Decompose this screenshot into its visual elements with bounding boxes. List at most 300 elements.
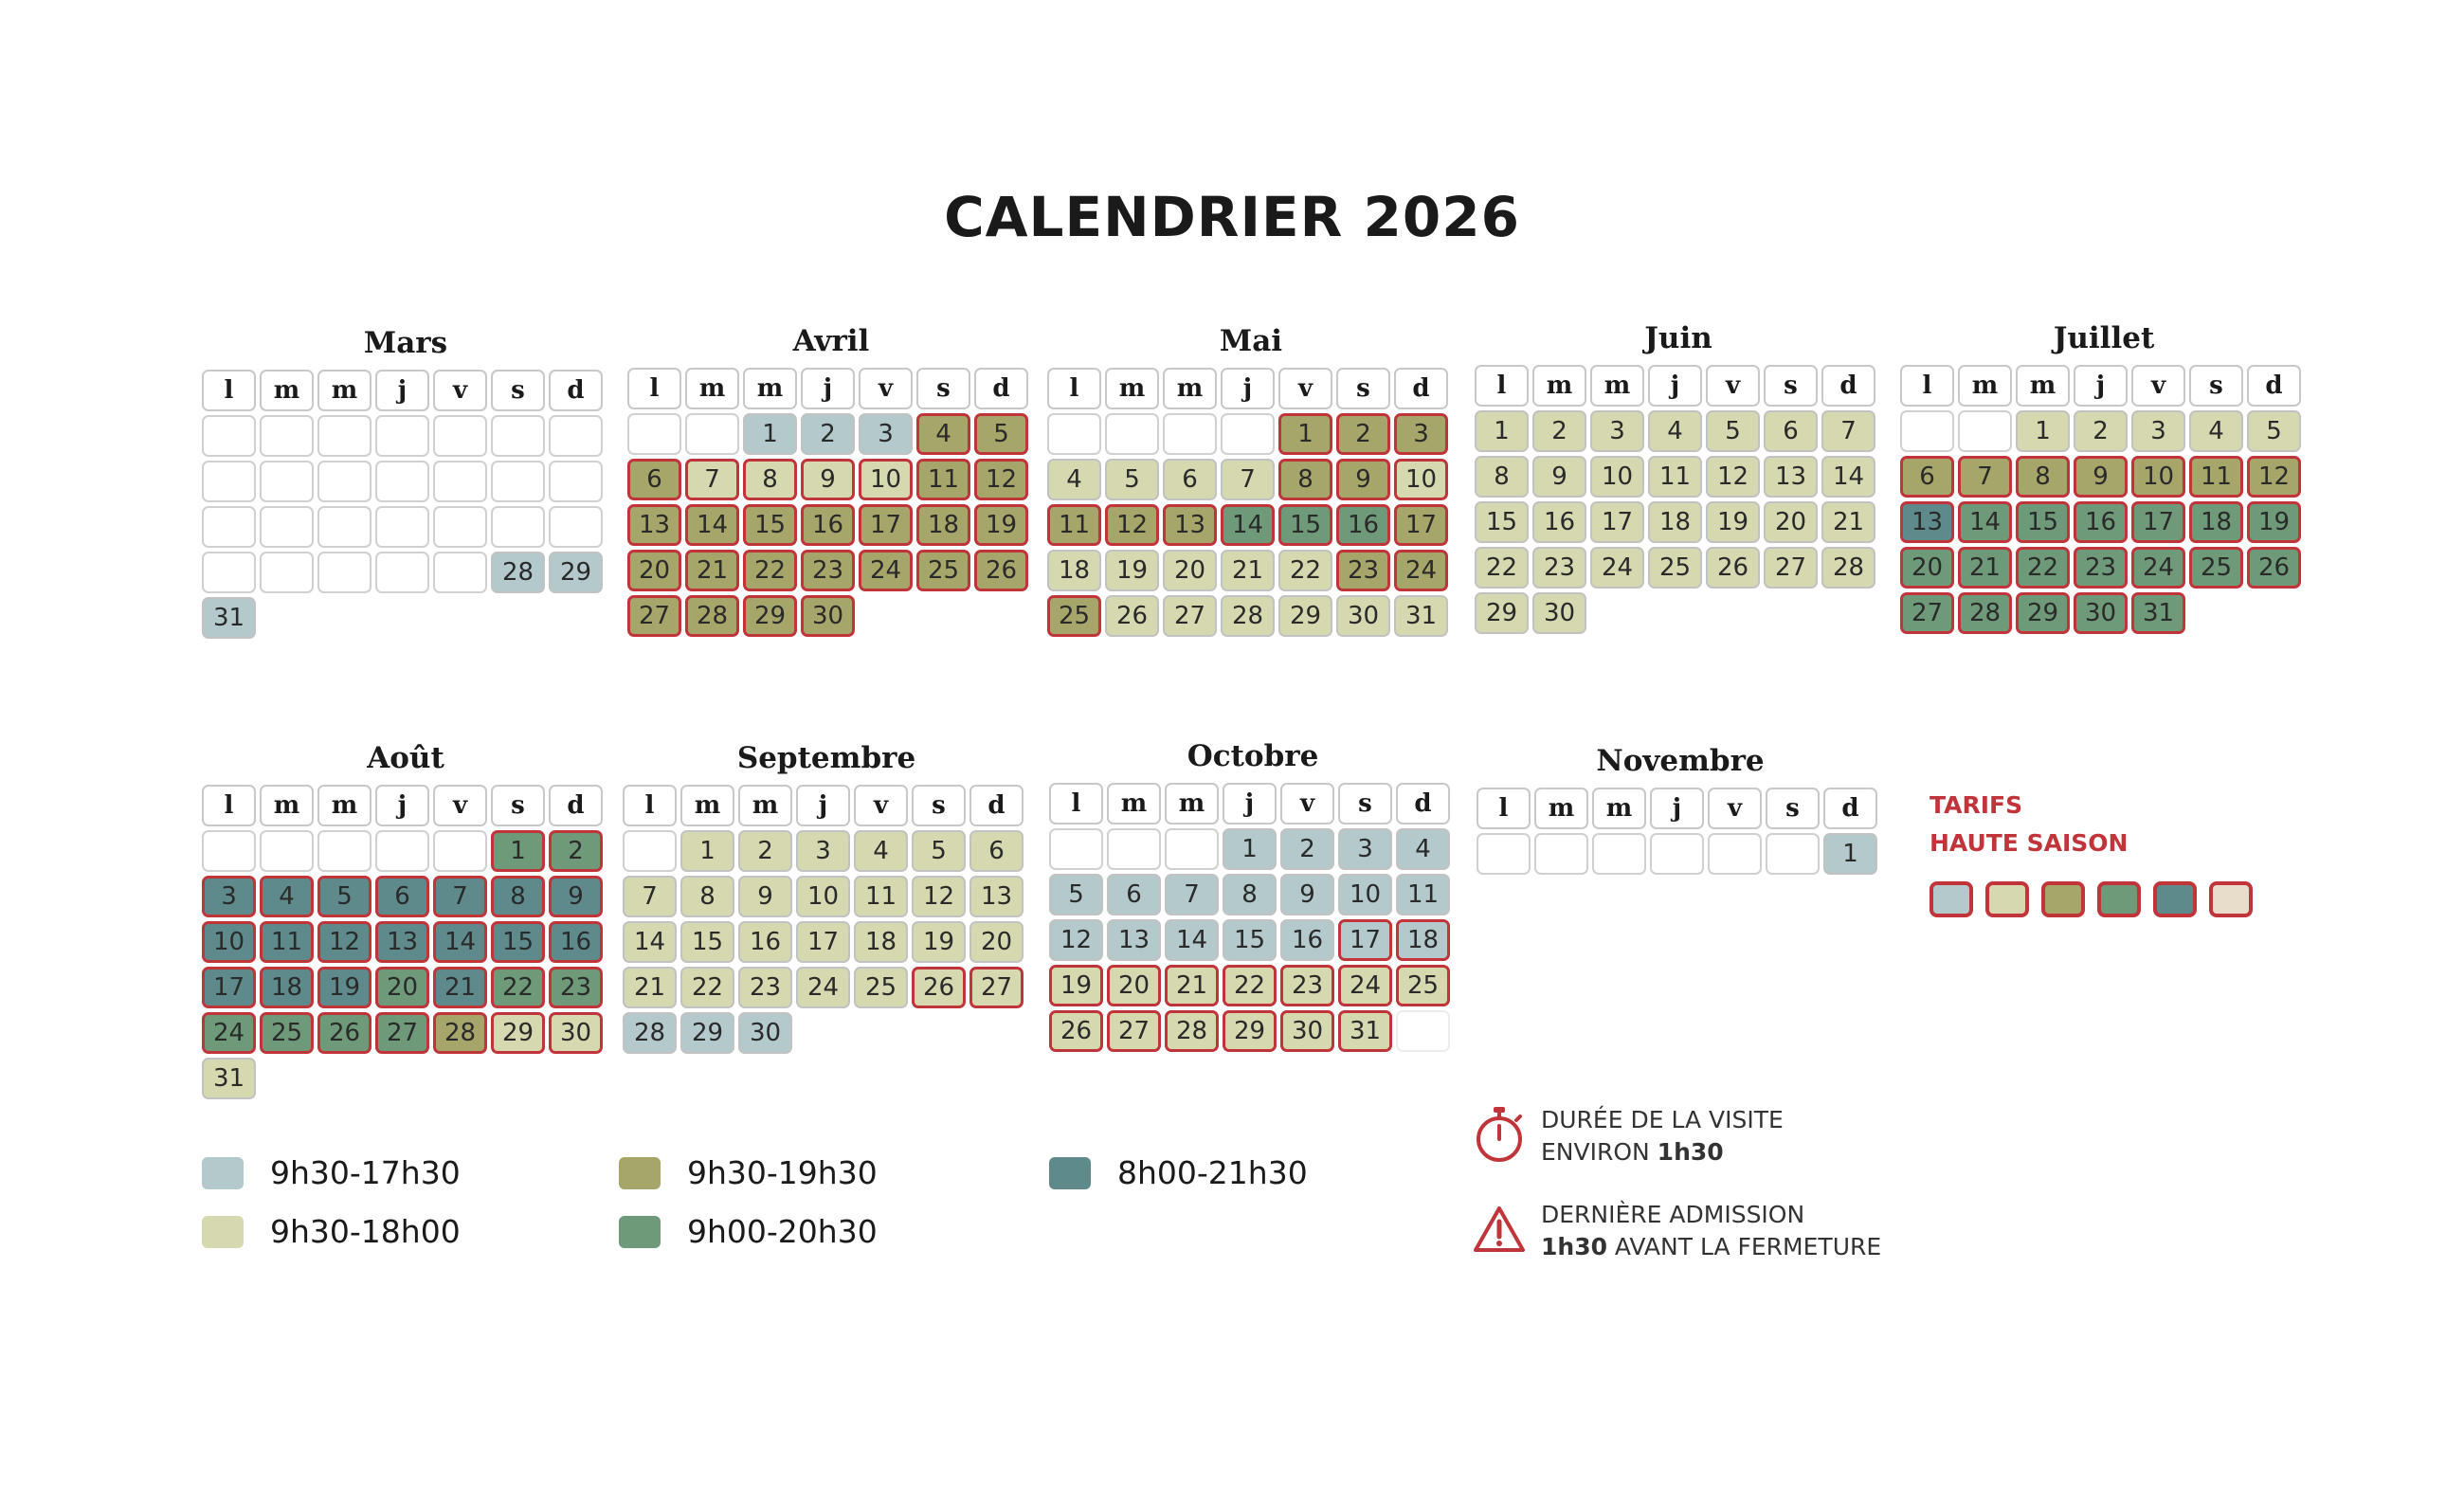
day-cell: 15 — [1475, 501, 1529, 543]
day-cell: 7 — [623, 876, 677, 917]
weekday-header: m — [738, 785, 792, 826]
empty-day-cell — [260, 506, 314, 548]
weekday-header: d — [1394, 368, 1448, 409]
empty-day-cell — [317, 461, 371, 502]
empty-day-cell — [1107, 828, 1161, 870]
day-cell: 4 — [916, 413, 970, 455]
day-cell: 20 — [1900, 547, 1954, 589]
day-cell: 12 — [1049, 919, 1103, 961]
day-cell: 11 — [260, 921, 314, 963]
day-cell: 31 — [1338, 1010, 1392, 1052]
day-cell: 28 — [1958, 592, 2012, 634]
weekday-header: s — [1338, 783, 1392, 825]
day-cell: 8 — [1223, 874, 1277, 915]
day-cell: 13 — [1764, 456, 1818, 498]
weekday-header: m — [1107, 783, 1161, 825]
day-cell: 28 — [1165, 1010, 1219, 1052]
weekday-header: s — [2189, 365, 2243, 407]
day-cell: 9 — [2074, 456, 2128, 498]
day-cell: 25 — [916, 550, 970, 591]
day-cell: 7 — [1221, 459, 1275, 500]
day-cell: 30 — [801, 595, 855, 637]
empty-day-cell — [202, 415, 256, 457]
visit-duration-info — [1473, 1104, 1784, 1169]
empty-day-cell — [623, 830, 677, 872]
day-cell: 25 — [1047, 595, 1101, 637]
day-cell: 29 — [2016, 592, 2070, 634]
day-cell: 29 — [1475, 592, 1529, 634]
empty-day-cell — [433, 552, 487, 593]
legend-swatch — [1049, 1157, 1091, 1189]
day-cell: 8 — [1278, 459, 1332, 500]
day-cell: 16 — [1280, 919, 1334, 961]
weekday-header: d — [1823, 788, 1877, 829]
day-cell: 28 — [685, 595, 739, 637]
day-cell: 27 — [1107, 1010, 1161, 1052]
legend-label: 9h30-19h30 — [687, 1154, 878, 1191]
day-cell: 10 — [796, 876, 850, 917]
day-cell: 23 — [549, 967, 603, 1008]
weekday-header: s — [491, 785, 545, 826]
day-cell: 20 — [1107, 965, 1161, 1006]
day-cell: 12 — [2247, 456, 2301, 498]
month-name: Juillet — [2053, 321, 2155, 355]
day-cell: 29 — [743, 595, 797, 637]
day-cell: 23 — [1280, 965, 1334, 1006]
day-cell: 14 — [1958, 501, 2012, 543]
weekday-header: m — [260, 370, 314, 411]
weekday-header: l — [1047, 368, 1101, 409]
day-cell: 6 — [1900, 456, 1954, 498]
weekday-header: m — [317, 370, 371, 411]
day-cell: 3 — [859, 413, 913, 455]
day-cell: 28 — [491, 552, 545, 593]
day-cell: 10 — [1590, 456, 1644, 498]
day-cell: 6 — [1163, 459, 1217, 500]
day-cell: 25 — [1648, 547, 1702, 589]
day-cell: 13 — [1107, 919, 1161, 961]
day-cell: 26 — [1105, 595, 1159, 637]
empty-day-cell — [433, 506, 487, 548]
day-cell: 9 — [801, 459, 855, 500]
weekday-header: j — [1650, 788, 1704, 829]
empty-day-cell — [202, 461, 256, 502]
day-cell: 7 — [1958, 456, 2012, 498]
empty-day-cell — [491, 461, 545, 502]
day-cell: 3 — [1338, 828, 1392, 870]
day-cell: 27 — [1163, 595, 1217, 637]
day-cell: 6 — [1107, 874, 1161, 915]
day-cell: 22 — [743, 550, 797, 591]
day-cell: 6 — [627, 459, 681, 500]
weekday-header: l — [627, 368, 681, 409]
day-cell: 9 — [1336, 459, 1390, 500]
day-cell: 21 — [623, 967, 677, 1008]
legend-item — [202, 1213, 461, 1250]
month-mai — [1047, 318, 1455, 637]
day-cell: 13 — [375, 921, 429, 963]
month-name: Mars — [363, 326, 448, 360]
day-cell: 1 — [743, 413, 797, 455]
empty-day-cell — [1592, 833, 1646, 875]
day-cell: 17 — [859, 504, 913, 546]
day-cell: 20 — [1163, 550, 1217, 591]
day-cell: 18 — [1047, 550, 1101, 591]
day-cell: 6 — [969, 830, 1024, 872]
day-cell: 23 — [1532, 547, 1586, 589]
day-cell: 5 — [1105, 459, 1159, 500]
empty-day-cell — [1477, 833, 1531, 875]
weekday-header: j — [375, 370, 429, 411]
weekday-header: j — [801, 368, 855, 409]
day-cell: 14 — [623, 921, 677, 963]
month-grid — [1049, 783, 1457, 1052]
empty-day-cell — [260, 552, 314, 593]
legend-item — [202, 1154, 461, 1191]
weekday-header: s — [491, 370, 545, 411]
month-aout — [202, 735, 609, 1099]
empty-day-cell — [627, 413, 681, 455]
weekday-header: v — [433, 785, 487, 826]
month-grid — [1475, 365, 1882, 634]
day-cell: 21 — [1221, 550, 1275, 591]
day-cell: 5 — [974, 413, 1028, 455]
day-cell: 25 — [2189, 547, 2243, 589]
weekday-header: l — [202, 370, 256, 411]
day-cell: 22 — [1223, 965, 1277, 1006]
day-cell: 31 — [202, 597, 256, 639]
weekday-header: l — [1900, 365, 1954, 407]
day-cell: 12 — [1105, 504, 1159, 546]
empty-day-cell — [375, 506, 429, 548]
day-cell: 7 — [1165, 874, 1219, 915]
empty-day-cell — [1165, 828, 1219, 870]
weekday-header: d — [969, 785, 1024, 826]
day-cell: 16 — [801, 504, 855, 546]
empty-day-cell — [549, 415, 603, 457]
month-name: Juin — [1644, 321, 1712, 355]
weekday-header: d — [549, 370, 603, 411]
day-cell: 13 — [627, 504, 681, 546]
weekday-header: m — [743, 368, 797, 409]
empty-day-cell — [375, 415, 429, 457]
last-admission-info — [1473, 1199, 1881, 1263]
day-cell: 18 — [916, 504, 970, 546]
day-cell: 7 — [1821, 410, 1875, 452]
day-cell: 19 — [2247, 501, 2301, 543]
legend-label: 9h30-17h30 — [270, 1154, 461, 1191]
month-juin — [1475, 316, 1882, 634]
weekday-header: l — [1475, 365, 1529, 407]
day-cell: 26 — [1049, 1010, 1103, 1052]
empty-day-cell — [375, 461, 429, 502]
weekday-header: s — [1764, 365, 1818, 407]
day-cell: 21 — [433, 967, 487, 1008]
day-cell: 8 — [680, 876, 734, 917]
legend-item — [619, 1154, 878, 1191]
month-mars — [202, 320, 609, 639]
day-cell: 25 — [260, 1012, 314, 1054]
day-cell: 20 — [1764, 501, 1818, 543]
day-cell: 22 — [491, 967, 545, 1008]
empty-day-cell — [375, 830, 429, 872]
weekday-header: d — [1821, 365, 1875, 407]
empty-day-cell — [491, 415, 545, 457]
tarif-swatch — [2209, 881, 2253, 917]
day-cell: 25 — [1396, 965, 1450, 1006]
day-cell: 24 — [796, 967, 850, 1008]
day-cell: 22 — [1278, 550, 1332, 591]
stopwatch-icon — [1473, 1105, 1526, 1168]
visit-duration-text — [1541, 1104, 1784, 1169]
day-cell: 11 — [854, 876, 908, 917]
empty-day-cell — [1650, 833, 1704, 875]
day-cell: 19 — [974, 504, 1028, 546]
day-cell: 24 — [1590, 547, 1644, 589]
day-cell: 4 — [1047, 459, 1101, 500]
day-cell: 2 — [1336, 413, 1390, 455]
empty-day-cell — [1105, 413, 1159, 455]
day-cell: 28 — [1821, 547, 1875, 589]
day-cell: 16 — [549, 921, 603, 963]
weekday-header: d — [549, 785, 603, 826]
day-cell: 1 — [680, 830, 734, 872]
weekday-header: j — [1223, 783, 1277, 825]
month-juillet — [1900, 316, 2308, 634]
weekday-header: j — [375, 785, 429, 826]
empty-day-cell — [1534, 833, 1588, 875]
weekday-header: m — [1592, 788, 1646, 829]
day-cell: 17 — [1394, 504, 1448, 546]
month-grid — [202, 370, 609, 639]
day-cell: 16 — [2074, 501, 2128, 543]
day-cell: 29 — [1278, 595, 1332, 637]
day-cell: 3 — [202, 876, 256, 917]
tarifs-subtitle: HAUTE SAISON — [1930, 829, 2129, 857]
day-cell: 21 — [1821, 501, 1875, 543]
day-cell: 29 — [491, 1012, 545, 1054]
day-cell: 11 — [916, 459, 970, 500]
empty-day-cell — [549, 506, 603, 548]
legend-swatch — [202, 1157, 244, 1189]
day-cell: 20 — [627, 550, 681, 591]
day-cell: 12 — [1706, 456, 1760, 498]
day-cell: 2 — [2074, 410, 2128, 452]
weekday-header: m — [260, 785, 314, 826]
day-cell: 28 — [433, 1012, 487, 1054]
day-cell: 26 — [1706, 547, 1760, 589]
weekday-header: m — [1532, 365, 1586, 407]
empty-day-cell — [433, 461, 487, 502]
visit-duration-line2: ENVIRON 1h30 — [1541, 1138, 1724, 1166]
empty-day-cell — [549, 461, 603, 502]
day-cell: 18 — [854, 921, 908, 963]
weekday-header: m — [1165, 783, 1219, 825]
day-cell: 25 — [854, 967, 908, 1008]
month-grid — [1477, 788, 1884, 875]
day-cell: 17 — [2131, 501, 2185, 543]
day-cell: 31 — [2131, 592, 2185, 634]
day-cell: 14 — [433, 921, 487, 963]
day-cell: 30 — [1532, 592, 1586, 634]
legend-label: 9h30-18h00 — [270, 1213, 461, 1250]
empty-day-cell — [202, 506, 256, 548]
day-cell: 1 — [1475, 410, 1529, 452]
tarif-swatch — [2041, 881, 2085, 917]
day-cell: 3 — [2131, 410, 2185, 452]
weekday-header: m — [685, 368, 739, 409]
month-octobre — [1049, 734, 1457, 1052]
weekday-header: l — [623, 785, 677, 826]
day-cell: 20 — [375, 967, 429, 1008]
day-cell: 16 — [1532, 501, 1586, 543]
weekday-header: s — [912, 785, 966, 826]
day-cell: 23 — [1336, 550, 1390, 591]
month-name: Octobre — [1187, 739, 1319, 773]
day-cell: 13 — [969, 876, 1024, 917]
day-cell: 27 — [969, 967, 1024, 1008]
day-cell: 19 — [1105, 550, 1159, 591]
weekday-header: v — [1706, 365, 1760, 407]
empty-day-cell — [260, 830, 314, 872]
tarif-swatches — [1930, 881, 2253, 917]
day-cell: 16 — [1336, 504, 1390, 546]
empty-day-cell — [260, 461, 314, 502]
day-cell: 14 — [1221, 504, 1275, 546]
day-cell: 29 — [1223, 1010, 1277, 1052]
day-cell: 26 — [912, 967, 966, 1008]
weekday-header: j — [796, 785, 850, 826]
empty-day-cell — [685, 413, 739, 455]
day-cell: 12 — [974, 459, 1028, 500]
day-cell: 26 — [974, 550, 1028, 591]
day-cell: 2 — [1532, 410, 1586, 452]
tarifs-title: TARIFS — [1930, 791, 2023, 819]
weekday-header: v — [1280, 783, 1334, 825]
day-cell: 21 — [1165, 965, 1219, 1006]
page-title: CALENDRIER 2026 — [944, 185, 1520, 249]
day-cell: 4 — [260, 876, 314, 917]
empty-day-cell — [260, 415, 314, 457]
day-cell: 12 — [912, 876, 966, 917]
day-cell: 14 — [685, 504, 739, 546]
day-cell: 24 — [859, 550, 913, 591]
month-avril — [627, 318, 1035, 637]
weekday-header: v — [859, 368, 913, 409]
day-cell: 30 — [549, 1012, 603, 1054]
day-cell: 3 — [1590, 410, 1644, 452]
month-grid — [1047, 368, 1455, 637]
legend-swatch — [619, 1216, 661, 1248]
month-grid — [202, 785, 609, 1099]
day-cell: 12 — [317, 921, 371, 963]
day-cell: 15 — [1278, 504, 1332, 546]
day-cell: 9 — [549, 876, 603, 917]
weekday-header: v — [433, 370, 487, 411]
weekday-header: v — [2131, 365, 2185, 407]
day-cell: 7 — [685, 459, 739, 500]
day-cell: 22 — [680, 967, 734, 1008]
day-cell: 9 — [1280, 874, 1334, 915]
empty-day-cell — [1900, 410, 1954, 452]
tarif-swatch — [2153, 881, 2197, 917]
month-grid — [627, 368, 1035, 637]
legend-swatch — [202, 1216, 244, 1248]
day-cell: 14 — [1821, 456, 1875, 498]
weekday-header: m — [1534, 788, 1588, 829]
month-novembre — [1477, 738, 1884, 875]
month-name: Août — [367, 741, 444, 775]
last-admission-text — [1541, 1199, 1881, 1263]
weekday-header: l — [1477, 788, 1531, 829]
day-cell: 22 — [1475, 547, 1529, 589]
legend-label: 9h00-20h30 — [687, 1213, 878, 1250]
weekday-header: m — [1958, 365, 2012, 407]
day-cell: 4 — [854, 830, 908, 872]
weekday-header: m — [2016, 365, 2070, 407]
weekday-header: m — [1590, 365, 1644, 407]
month-grid — [623, 785, 1030, 1054]
empty-day-cell — [1396, 1010, 1450, 1052]
weekday-header: l — [1049, 783, 1103, 825]
day-cell: 11 — [1047, 504, 1101, 546]
day-cell: 10 — [1338, 874, 1392, 915]
empty-day-cell — [1958, 410, 2012, 452]
day-cell: 13 — [1900, 501, 1954, 543]
day-cell: 31 — [1394, 595, 1448, 637]
day-cell: 2 — [549, 830, 603, 872]
empty-day-cell — [317, 415, 371, 457]
weekday-header: m — [680, 785, 734, 826]
day-cell: 21 — [1958, 547, 2012, 589]
day-cell: 5 — [2247, 410, 2301, 452]
empty-day-cell — [317, 552, 371, 593]
day-cell: 1 — [1823, 833, 1877, 875]
month-grid — [1900, 365, 2308, 634]
weekday-header: s — [916, 368, 970, 409]
weekday-header: j — [1221, 368, 1275, 409]
day-cell: 18 — [2189, 501, 2243, 543]
day-cell: 17 — [796, 921, 850, 963]
day-cell: 1 — [2016, 410, 2070, 452]
day-cell: 13 — [1163, 504, 1217, 546]
day-cell: 1 — [1223, 828, 1277, 870]
day-cell: 31 — [202, 1058, 256, 1099]
day-cell: 10 — [859, 459, 913, 500]
day-cell: 10 — [1394, 459, 1448, 500]
legend-swatch — [619, 1157, 661, 1189]
day-cell: 29 — [680, 1012, 734, 1054]
last-admission-line1: DERNIÈRE ADMISSION — [1541, 1201, 1805, 1228]
day-cell: 18 — [1396, 919, 1450, 961]
day-cell: 8 — [2016, 456, 2070, 498]
day-cell: 17 — [1590, 501, 1644, 543]
day-cell: 4 — [2189, 410, 2243, 452]
day-cell: 15 — [491, 921, 545, 963]
day-cell: 11 — [1648, 456, 1702, 498]
day-cell: 5 — [1706, 410, 1760, 452]
day-cell: 15 — [743, 504, 797, 546]
day-cell: 6 — [375, 876, 429, 917]
weekday-header: d — [1396, 783, 1450, 825]
day-cell: 28 — [623, 1012, 677, 1054]
weekday-header: m — [1163, 368, 1217, 409]
empty-day-cell — [491, 506, 545, 548]
legend-label: 8h00-21h30 — [1117, 1154, 1308, 1191]
day-cell: 17 — [202, 967, 256, 1008]
day-cell: 27 — [1764, 547, 1818, 589]
empty-day-cell — [375, 552, 429, 593]
